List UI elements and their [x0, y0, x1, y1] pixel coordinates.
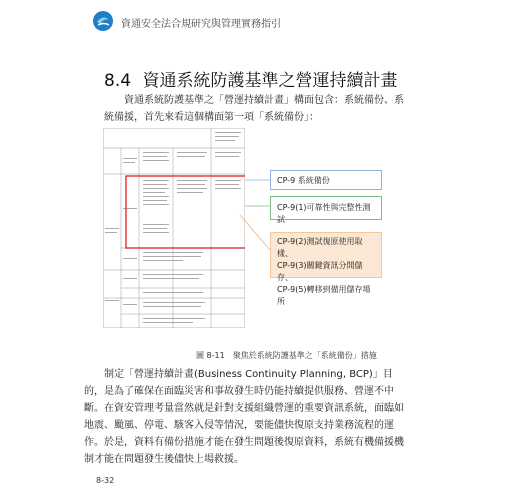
section-title: [104, 66, 397, 91]
callout-cp9-5-label: CP-9(5)轉移到備用儲存場所: [277, 285, 371, 306]
header-title: 資通安全法合規研究與管理實務指引: [121, 19, 281, 30]
section-heading: 資通系統防護基準之營運持續計畫: [142, 71, 398, 91]
figure-caption: 圖 8-11 聚焦於系統防護基準之「系統備份」措施: [196, 351, 377, 360]
callout-cp9-1-label: CP-9(1)可靠性與完整性測試: [277, 203, 371, 224]
page-header: [0, 8, 520, 36]
callout-cp9-label: CP-9 系統備份: [277, 176, 330, 185]
control-baseline-table-figure: [103, 128, 245, 328]
book-logo-icon: [92, 10, 114, 32]
callout-cp9-2-label: CP-9(2)測試復原使用取樣、: [277, 237, 363, 258]
callout-cp9-2-3-5: [270, 232, 382, 306]
callout-cp9-3-label: CP-9(3)關鍵資訊分開儲存、: [277, 261, 363, 282]
callout-cp9: [270, 170, 382, 190]
callout-cp9-1: [270, 196, 382, 224]
page-number: 8-32: [96, 476, 115, 485]
body-paragraph: 制定「營運持續計畫(Business Continuity Planning, BCP)」目的，是為了確保在面臨災害和事故發生時仍能持續提供服務、營運不中斷。在資安管理考量當然就是針對支援組織營運的重要資訊系統，面臨如地震、颱風、停電、駭客入侵等情況，要能儘快復原支持業務流程的運作。於是，資料有備份措施才能在發生問題後復原資料，系統有機備援機制才能在問題發生後儘快上場救援。: [84, 369, 404, 465]
intro-paragraph: 資通系統防護基準之「營運持續計畫」構面包含：系統備份、系統備援，首先來看這個構面第一項「系統備份」：: [104, 95, 404, 123]
section-number: 8.4: [104, 71, 132, 91]
